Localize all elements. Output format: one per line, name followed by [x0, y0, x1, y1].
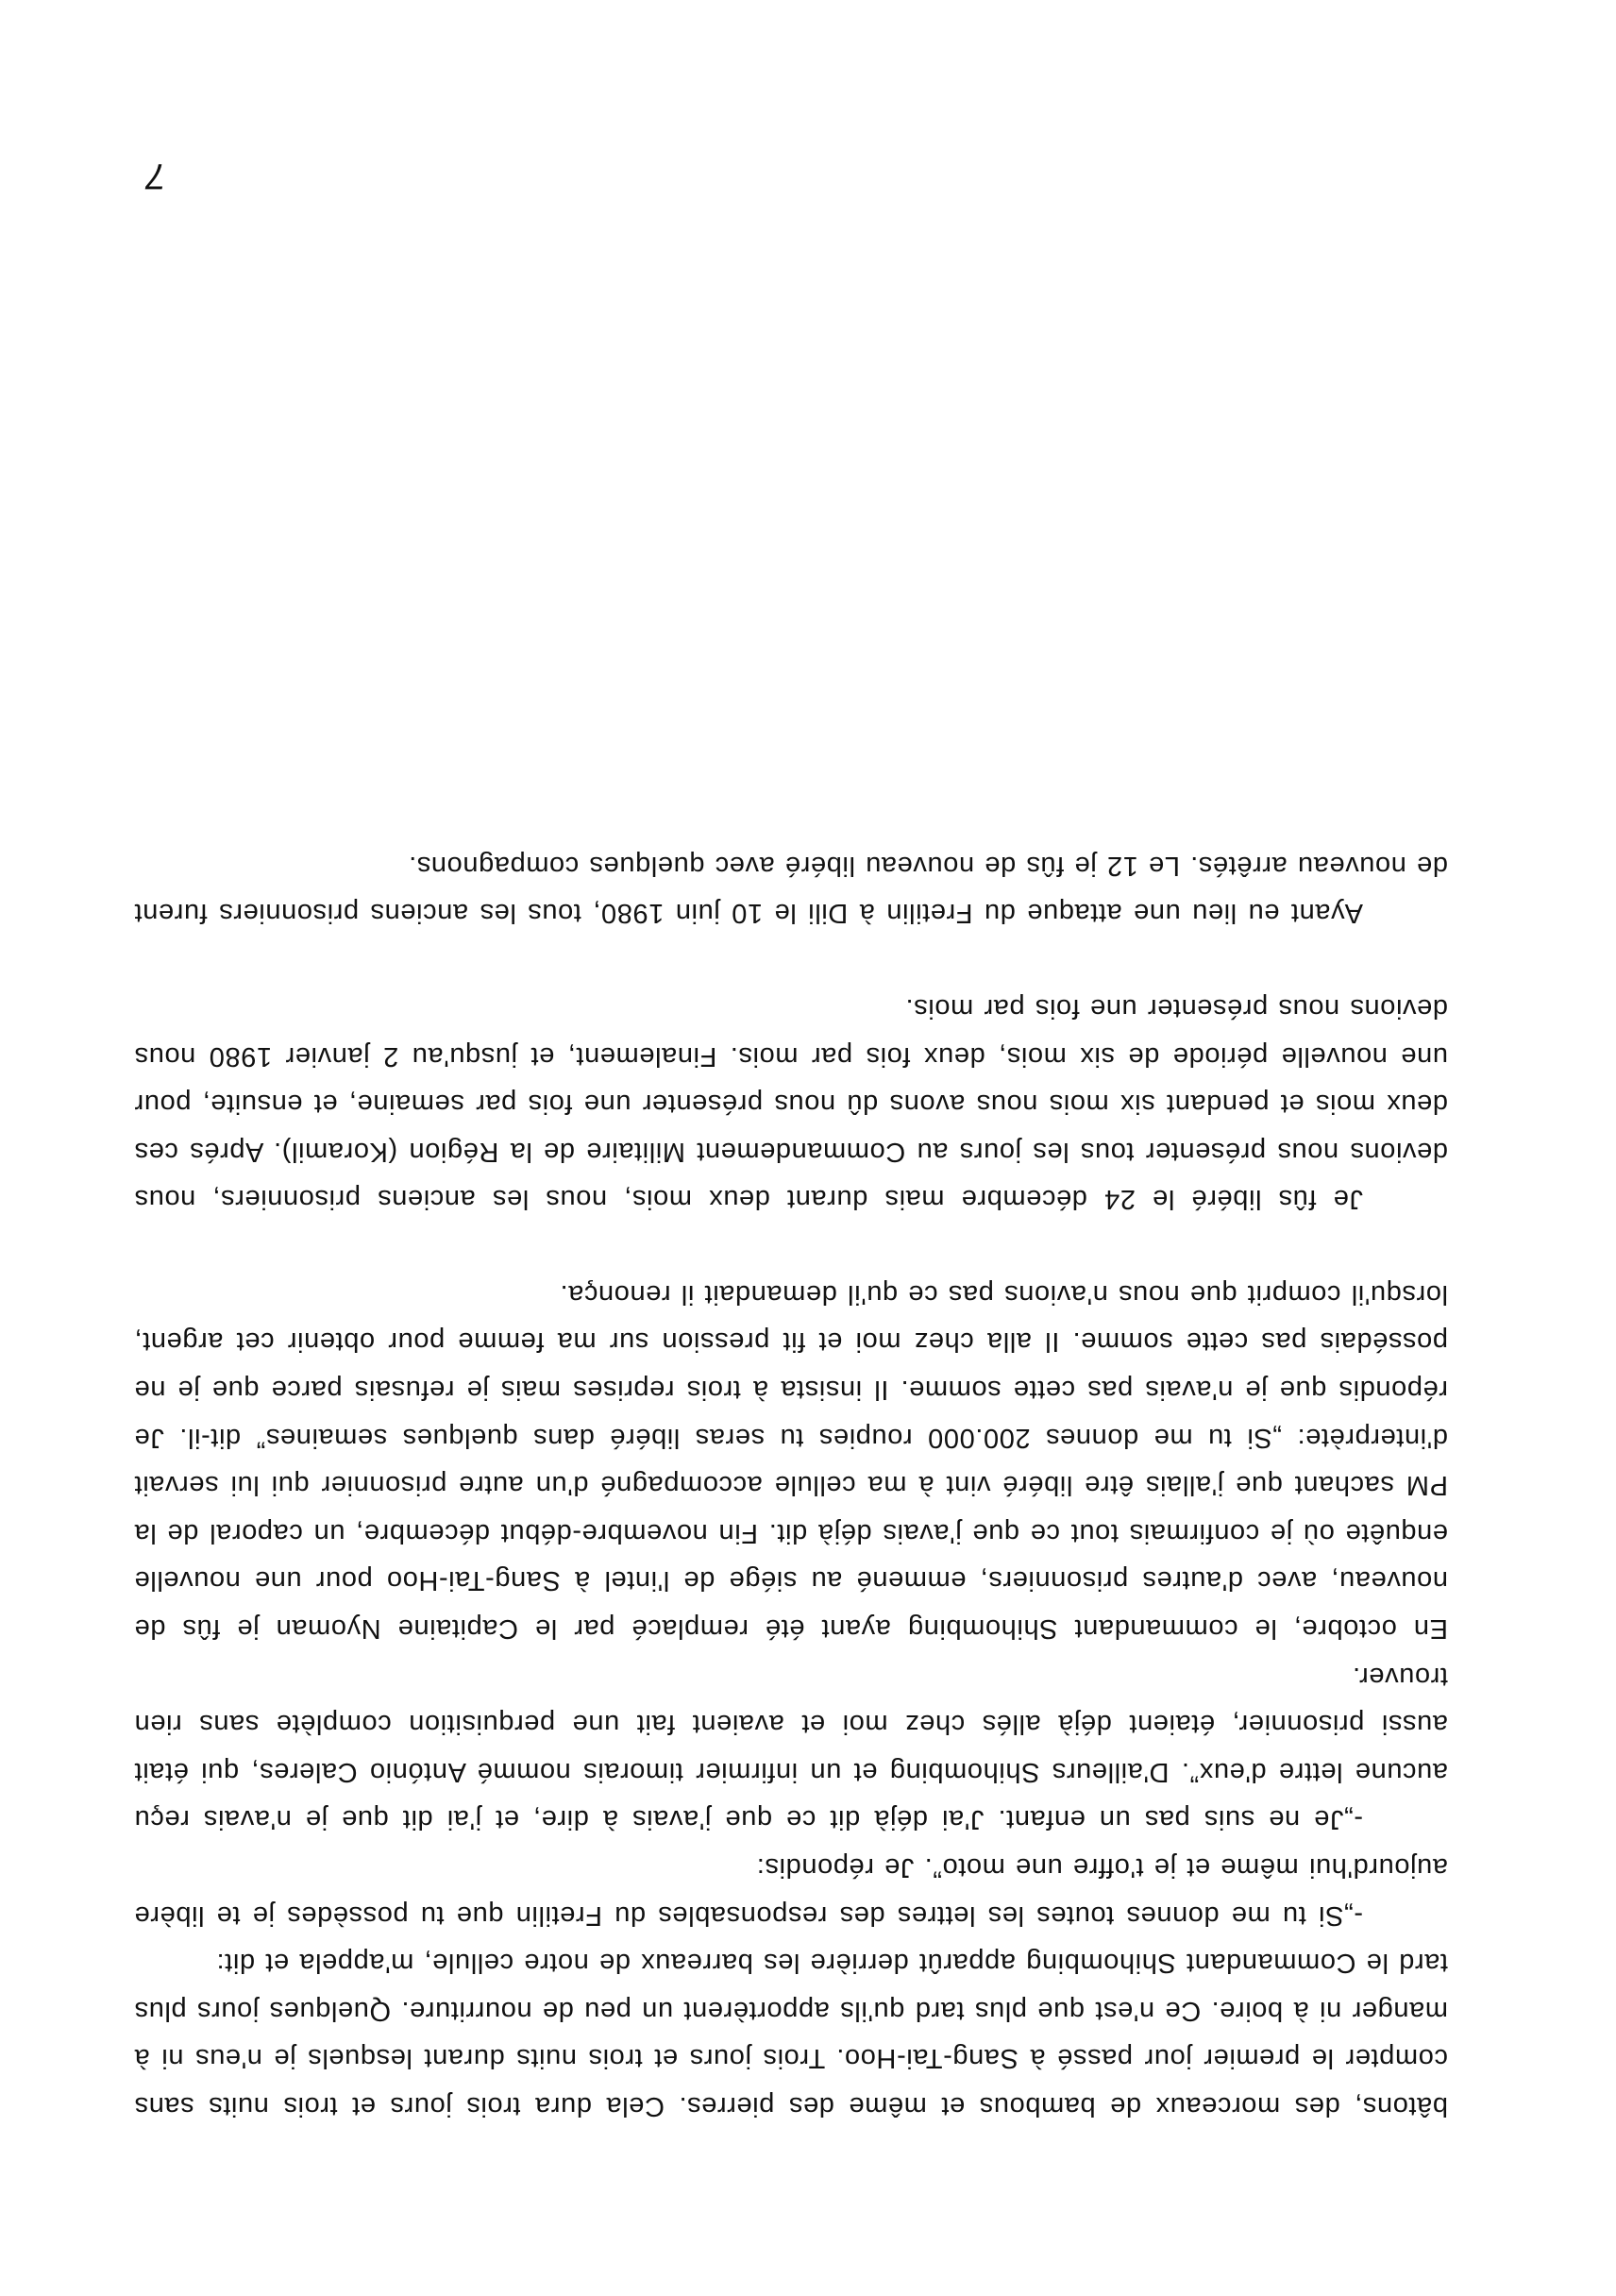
page-number: 7: [145, 156, 166, 195]
paragraph-1: bâtons, des morceaux de bambous et même des pierres. Cela dura trois jours et trois nuits sans compter le premier jour passé à Sang-Tai-Hoo. Trois jours et trois nuits durant lesquels je n'eus ni à manger ni à boire. Ce n'est que plus tard qu'ils apportèrent un peu de nourriture. Quelques jours plus tard le Commandant Shihombing apparût derrière les barreaux de notre cellule, m'appela et dit:: [134, 1948, 1448, 2121]
paragraph-6: Ayant eu lieu une attaque du Fretilin à Dili le 10 juin 1980, tous les anciens prisonniers furent de nouveau arrêtés. Le 12 je fûs de nouveau libéré avec quelques compagnons.: [134, 850, 1448, 929]
paragraph-4: En octobre, le commandant Shihombing ayant été remplacé par le Capitaine Nyoman je fûs de nouveau, avec d'autres prisonniers, emmené au siége de l'intel à Sang-Tai-Hoo pour une nouvelle enquête où je confirmais tout ce que j'avais déjà dit. Fin novembre-début décembre, un caporal de la PM sachant que j'allais être libéré vint à ma cellule accompagné d'un autre prisonnier qui lui servait d'interprète: „Si tu me donnes 200.000 roupies tu seras libéré dans quelques semaines” dit-il. Je répondis que je n'avais pas cette somme. Il insista à trois reprises mais je refusais parce que je ne possédais pas cette somme. Il alla chez moi et fit pression sur ma femme pour obtenir cet argent, lorsqu'il comprit que nous n'avions pas ce qu'il demandait il renonça.: [134, 1278, 1448, 1645]
document-body: [134, 841, 1448, 2130]
paragraph-2: -„Si tu me donnes toutes les lettres des responsables du Fretilin que tu possèdes je te libère aujourd'hui même et je t'offre une moto”. Je répondis:: [134, 1852, 1448, 1931]
paragraph-5: Je fûs libéré le 24 décembre mais durant deux mois, nous les anciens prisonniers, nous devions nous présenter tous les jours au Commandement Militaire de la Région (Koramil). Aprés ces deux mois et pendant six mois nous avons dû nous présenter une fois par semaine, et ensuite, pour une nouvelle période de six mois, deux fois par mois. Finalement, et jusqu'au 2 janvier 1980 nous devions nous présenter une fois par mois.: [134, 992, 1448, 1215]
paragraph-3: -„Je ne suis pas un enfant. J'ai déjà dit ce que j'avais à dire, et j'ai dit que je n'avais reçu aucune lettre d'eux”. D'ailleurs Shihombing et un infirmier timorais nommé António Caleres, qui était aussi prisonnier, étaient déjà allés chez moi et avaient fait une perquisition complète sans rien trouver.: [134, 1661, 1448, 1835]
